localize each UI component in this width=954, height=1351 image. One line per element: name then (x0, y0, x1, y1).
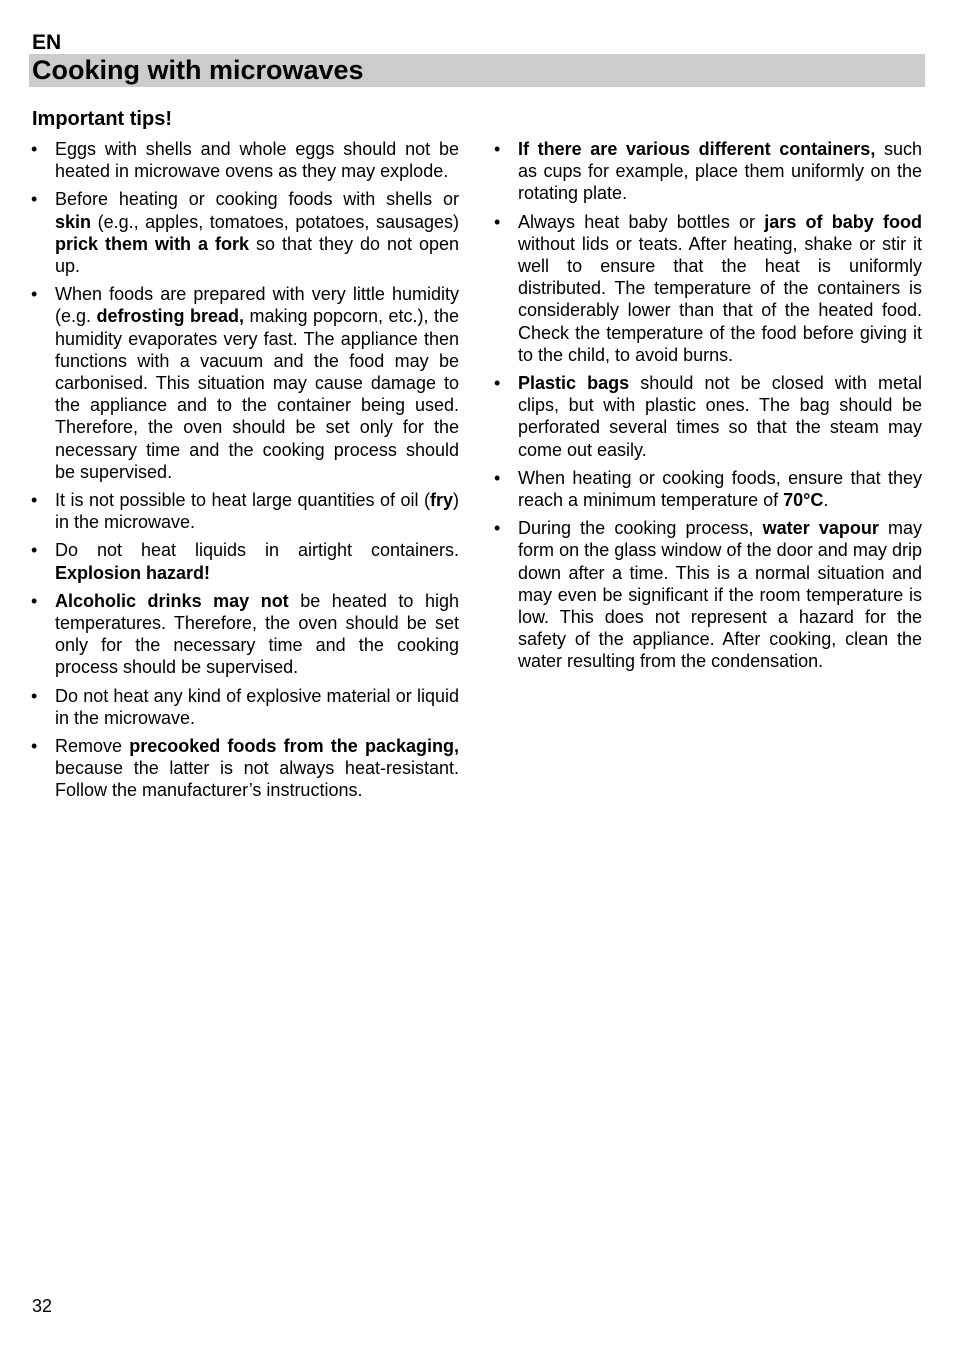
bullet-icon: • (31, 736, 38, 757)
tip-emphasis: If there are various different containers, (518, 139, 876, 159)
tip-text: may form on the glass window of the door and may drip down after a time. This is a normal situation and may even be significant if the room temperature is low. This does not represent a hazard for the safety of the appliance. After cooking, clean the water resulting from the condensation. (518, 518, 922, 672)
bullet-icon: • (31, 284, 38, 305)
tip-text: because the latter is not always heat-resistant. Follow the manufacturer’s instructions. (55, 758, 459, 801)
bullet-icon: • (494, 211, 501, 232)
bullet-icon: • (31, 490, 38, 511)
right-column (494, 138, 923, 679)
bullet-icon: • (31, 685, 38, 706)
tip-text: Do not heat liquids in airtight containers. (55, 540, 459, 561)
tip-item (31, 283, 460, 483)
tip-item (31, 138, 459, 182)
tip-item (31, 489, 459, 533)
tips-list-right (494, 138, 923, 673)
tip-emphasis: precooked foods from the packaging, (129, 736, 460, 757)
tip-emphasis: skin (55, 211, 92, 232)
bullet-icon: • (494, 518, 501, 539)
tip-item (31, 539, 459, 583)
bullet-icon: • (31, 590, 38, 611)
tip-text: When foods are prepared with very little humidity (e.g. (55, 284, 459, 327)
left-column (31, 138, 460, 808)
tips-list-left (31, 138, 460, 802)
tip-text: so that they do not open up. (55, 233, 459, 277)
tip-emphasis: Alcoholic drinks may not (55, 590, 289, 611)
tip-item (31, 735, 460, 802)
language-code: EN (32, 31, 62, 54)
tip-text: should not be closed with metal clips, but with plastic ones. The bag should be perforated several times so that the steam may come out easily. (518, 373, 923, 460)
tip-emphasis: water vapour (762, 518, 879, 539)
tip-text: Always heat baby bottles or (518, 211, 765, 232)
tip-text: Eggs with shells and whole eggs should not be heated in microwave ovens as they may explode. (55, 139, 459, 182)
tip-text: It is not possible to heat large quantities of oil ( (55, 490, 430, 511)
tip-emphasis: 70°C (783, 490, 824, 511)
tip-text: Before heating or cooking foods with shells or (55, 189, 459, 210)
tip-emphasis: prick them with a fork (55, 233, 249, 254)
tip-item (494, 467, 922, 511)
bullet-icon: • (31, 189, 38, 210)
tip-text: (e.g., apples, tomatoes, potatoes, sausages) (91, 211, 459, 232)
bullet-icon: • (31, 540, 38, 561)
page-number: 32 (32, 1296, 53, 1316)
tip-item (31, 188, 459, 277)
tip-item (31, 685, 459, 729)
tip-item (31, 590, 459, 679)
bullet-icon: • (494, 139, 501, 159)
tip-text: When heating or cooking foods, ensure that they reach a minimum temperature of (518, 467, 922, 511)
tip-text: Do not heat any kind of explosive material or liquid in the microwave. (55, 685, 459, 728)
tip-emphasis: defrosting bread, (96, 306, 244, 327)
tip-text: During the cooking process, (518, 518, 763, 539)
tip-emphasis: Plastic bags (518, 373, 630, 394)
tip-item (494, 211, 923, 366)
tip-emphasis: Explosion hazard! (55, 562, 211, 583)
tip-item (494, 372, 923, 461)
tip-text: be heated to high temperatures. Therefore, the oven should be set only for the necessary time and the cooking process should be supervised. (55, 590, 459, 678)
bullet-icon: • (31, 139, 38, 159)
tip-item (494, 517, 922, 672)
tip-text: ) in the microwave. (55, 490, 459, 533)
tip-text: making popcorn, etc.), the humidity evaporates very fast. The appliance then functions with a vacuum and the food may be carbonised. This situation may cause damage to the appliance and to the container being used. Therefore, the oven should be set only for the necessary time and the cooking process should be supervised. (55, 306, 460, 482)
section-heading: Important tips! (32, 108, 172, 130)
bullet-icon: • (494, 467, 501, 488)
tip-text: such as cups for example, place them uniformly on the rotating plate. (518, 139, 922, 204)
tip-item (494, 138, 922, 205)
tip-emphasis: fry (429, 490, 453, 511)
tip-text: Remove (55, 736, 130, 757)
title-bar (29, 54, 925, 87)
tip-text: without lids or teats. After heating, shake or stir it well to ensure that the heat is uniformly distributed. The temperature of the containers is considerably lower than that of the heated food. Check the temperature of the food before giving it to the child, to avoid burns. (518, 233, 922, 365)
page-title: Cooking with microwaves (32, 55, 364, 85)
tip-text: . (823, 490, 829, 511)
tip-emphasis: jars of baby food (764, 211, 923, 232)
bullet-icon: • (494, 373, 501, 394)
